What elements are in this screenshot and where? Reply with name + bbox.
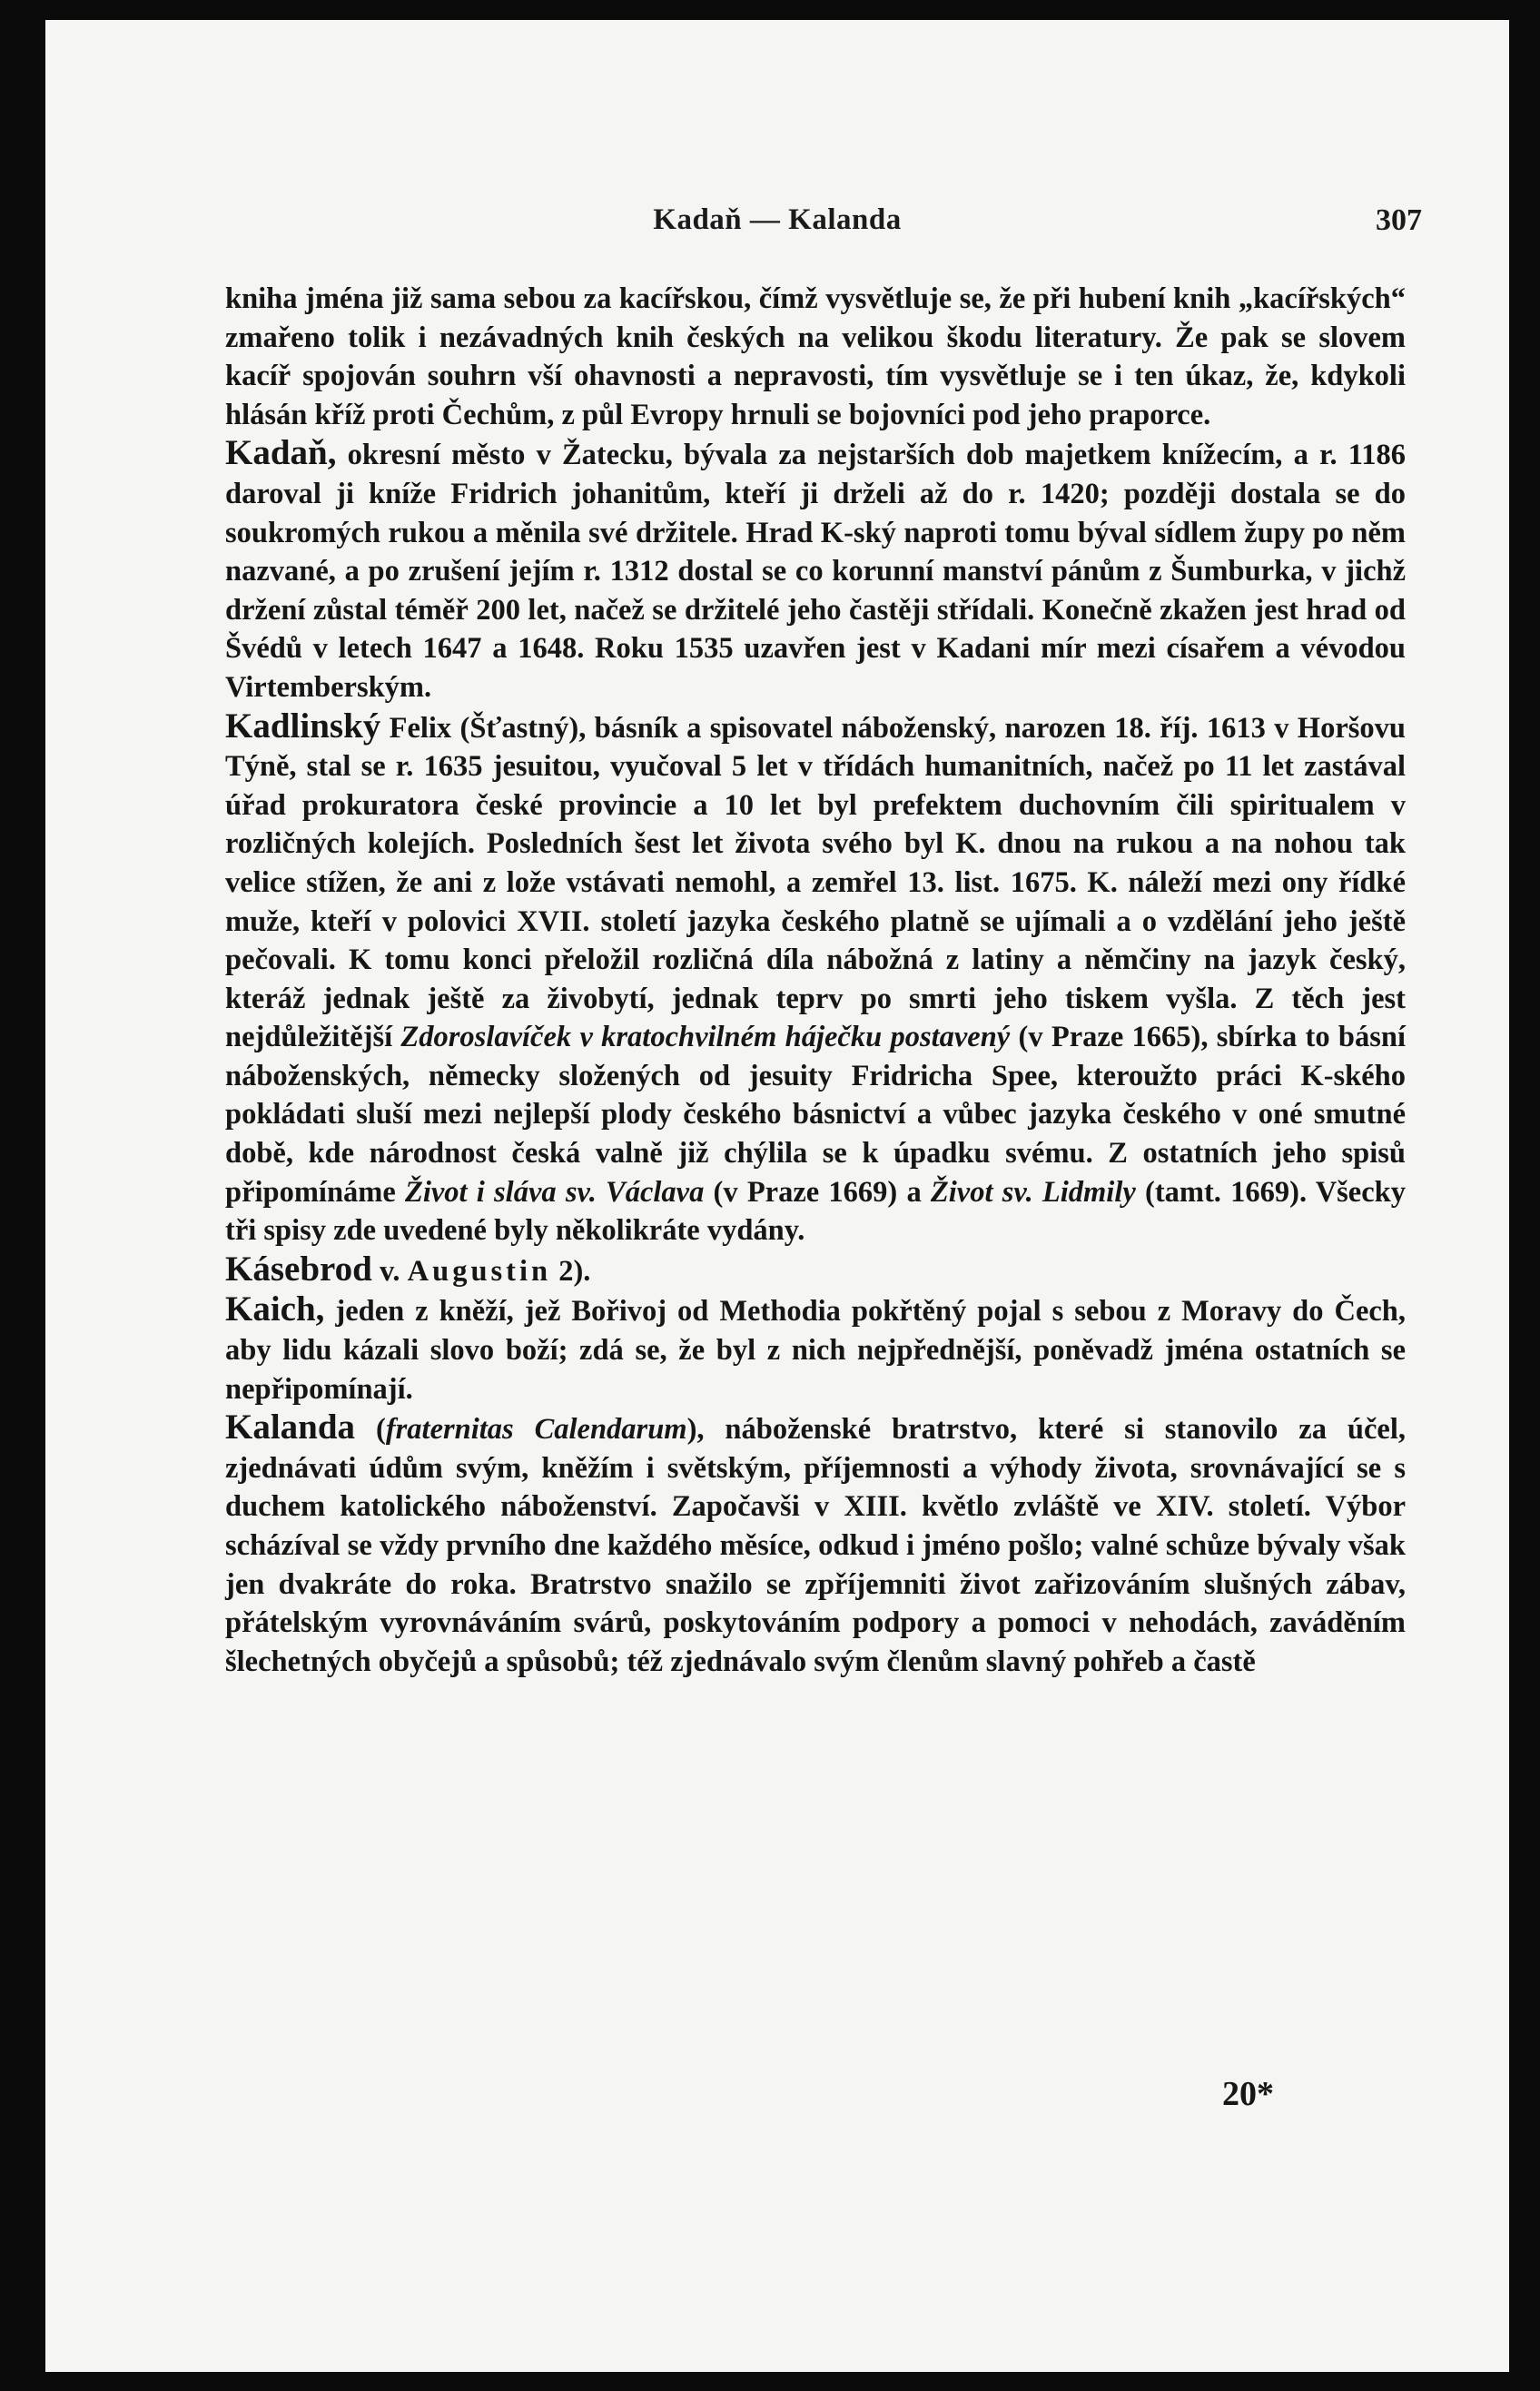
entry-kaich — [225, 1290, 1406, 1408]
entry-text: (tamt. 1669). Všecky tři spisy zde uvedené byly několikráte vydány. — [225, 1175, 1406, 1248]
running-head-title: Kadaň — Kalanda — [653, 203, 902, 236]
latin-term: fraternitas Calendarum — [385, 1413, 687, 1447]
book-page — [45, 20, 1509, 2372]
entry-text: ), náboženské bratrstvo, které si stanovilo za účel, zjednávati údům svým, kněžím i světským, příjemnosti a výhody života, srovnávající se s duchem katolického náboženství. Započavši v XIII. květlo zvláště ve XIV. století. Výbor scházíval se vždy prvního dne každého měsíce, odkud i jméno pošlo; valné schůze bývaly však jen dvakráte do roka. Bratrstvo snažilo se zpříjemniti život zařizováním slušných zábav, přátelským vyrovnáváním svárů, poskytováním podpory a pomoci v nehodách, zaváděním šlechetných obyčejů a spůsobů; též zjednávalo svým členům slavný pohřeb a častě — [225, 1413, 1406, 1678]
entry-headword: Kadlinský — [225, 706, 381, 746]
entry-kasebrod — [225, 1250, 1406, 1291]
entry-text: v. — [371, 1254, 408, 1288]
paragraph-text: kniha jména již sama sebou za kacířskou, čímž vysvětluje se, že při hubení knih „kacířských“ zmařeno tolik i nezávadných knih českých na velikou škodu literatury. Že pak se slovem kacíř spojován souhrn vší ohavnosti a nepravosti, tím vysvětluje se i ten úkaz, že, kdykoli hlásán kříž proti Čechům, z půl Evropy hrnuli se bojovníci pod jeho praporce. — [225, 282, 1406, 431]
entry-headword: Kalanda — [225, 1408, 356, 1447]
running-head — [45, 203, 1509, 243]
entry-kadlinsky — [225, 707, 1406, 1250]
entry-kadan — [225, 434, 1406, 706]
entry-kalanda — [225, 1408, 1406, 1681]
entry-text: ( — [355, 1413, 386, 1447]
page-number: 307 — [1376, 203, 1422, 237]
signature-mark: 20* — [1222, 2075, 1274, 2113]
entry-text: Felix (Šťastný), básník a spisovatel náboženský, narozen 18. říj. 1613 v Horšovu Týně, stal se r. 1635 jesuitou, vyučoval 5 let v třídách humanitních, načež po 11 let zastával úřad prokuratora české provincie a 10 let byl prefektem duchovním čili spiritualem v rozličných kolejích. Posledních šest let života svého byl K. dnou na rukou a na nohou tak velice stížen, že ani z lože vstávati nemohl, a zemřel 13. list. 1675. K. náleží mezi ony řídké muže, kteří v polovici XVII. století jazyka českého platně se ujímali a o vzdělání jeho ještě pečovali. K tomu konci přeložil rozličná díla nábožná z latiny a němčiny na jazyk český, kteráž jednak ještě za živobytí, jednak teprv po smrti jeho tiskem vyšla. Z těch jest nejdůležitější — [225, 711, 1406, 1054]
work-title: Zdoroslavíček v kratochvilném háječku postavený — [400, 1021, 1011, 1054]
work-title: Život i sláva sv. Václava — [405, 1175, 705, 1209]
entry-headword: Kadaň, — [225, 433, 337, 473]
entry-text: (v Praze 1669) a — [704, 1175, 931, 1209]
work-title: Život sv. Lidmily — [930, 1175, 1136, 1209]
entry-text: jeden z kněží, jež Bořivoj od Methodia pokřtěný pojal s sebou z Moravy do Čech, aby lidu kázali slovo boží; zdá se, že byl z nich nejpřednější, poněvadž jména ostatních se nepřipomínají. — [225, 1295, 1406, 1406]
entry-text: okresní město v Žatecku, bývala za nejstarších dob majetkem knížecím, a r. 1186 daroval ji kníže Fridrich johanitům, kteří ji drželi až do r. 1420; později dostala se do soukromých rukou a měnila své držitele. Hrad K-ský naproti tomu býval sídlem župy po něm nazvané, a po zrušení jejím r. 1312 dostal se co korunní manství pánům z Šumburka, v jichž držení zůstal téměř 200 let, načež se držitelé jeho častěji střídali. Konečně zkažen jest hrad od Švédů v letech 1647 a 1648. Roku 1535 uzavřen jest v Kadani mír mezi císařem a vévodou Virtemberským. — [225, 439, 1406, 704]
cross-reference: Augustin — [407, 1254, 552, 1288]
entry-headword: Kásebrod — [225, 1249, 372, 1289]
entry-text: 2). — [551, 1254, 591, 1288]
body-text — [225, 280, 1406, 1681]
entry-text: (v Praze 1665), sbírka to básní náboženských, německy složených od jesuity Fridricha Spee, kteroužto práci K-ského pokládati sluší mezi nejlepší plody českého básnictví a vůbec jazyka českého v oné smutné době, kde národnost česká valně již chýlila se k úpadku svému. Z ostatních jeho spisů připomínáme — [225, 1021, 1406, 1209]
paragraph-continuation — [225, 280, 1406, 434]
entry-headword: Kaich, — [225, 1289, 325, 1329]
